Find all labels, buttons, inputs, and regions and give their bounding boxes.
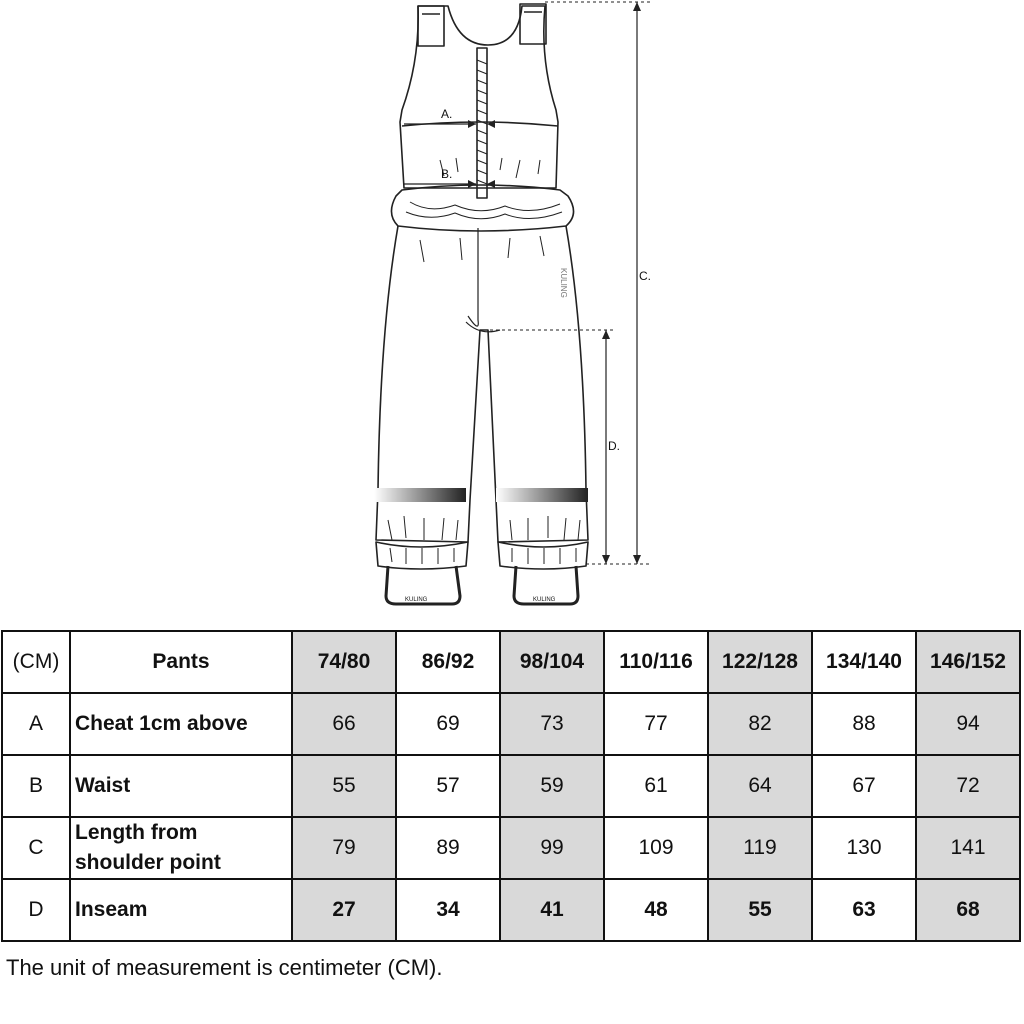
- value-cell: 27: [292, 879, 396, 941]
- value-cell: 82: [708, 693, 812, 755]
- table-row: [2, 755, 1020, 817]
- row-key: C: [2, 817, 70, 879]
- unit-label: (CM): [2, 631, 70, 693]
- size-header: 110/116: [604, 631, 708, 693]
- label-c: C.: [639, 269, 651, 283]
- row-name: Cheat 1cm above: [70, 693, 292, 755]
- value-cell: 69: [396, 693, 500, 755]
- row-key: B: [2, 755, 70, 817]
- value-cell: 109: [604, 817, 708, 879]
- brand-text: KULING: [559, 268, 568, 298]
- table-row: [2, 817, 1020, 879]
- row-key: D: [2, 879, 70, 941]
- name-header: Pants: [70, 631, 292, 693]
- row-key: A: [2, 693, 70, 755]
- value-cell: 66: [292, 693, 396, 755]
- value-cell: 63: [812, 879, 916, 941]
- right-reflector: [496, 488, 588, 502]
- value-cell: 34: [396, 879, 500, 941]
- value-cell: 77: [604, 693, 708, 755]
- value-cell: 67: [812, 755, 916, 817]
- row-name: Length from shoulder point: [70, 817, 292, 879]
- value-cell: 55: [292, 755, 396, 817]
- value-cell: 94: [916, 693, 1020, 755]
- value-cell: 57: [396, 755, 500, 817]
- value-cell: 41: [500, 879, 604, 941]
- value-cell: 68: [916, 879, 1020, 941]
- row-name: Inseam: [70, 879, 292, 941]
- size-header: 74/80: [292, 631, 396, 693]
- size-chart-table: [1, 630, 1021, 942]
- value-cell: 55: [708, 879, 812, 941]
- value-cell: 73: [500, 693, 604, 755]
- value-cell: 72: [916, 755, 1020, 817]
- size-header: 98/104: [500, 631, 604, 693]
- value-cell: 79: [292, 817, 396, 879]
- value-cell: 59: [500, 755, 604, 817]
- footnote: The unit of measurement is centimeter (CM).: [6, 955, 443, 980]
- row-name: Waist: [70, 755, 292, 817]
- size-header: 146/152: [916, 631, 1020, 693]
- value-cell: 130: [812, 817, 916, 879]
- size-header: 134/140: [812, 631, 916, 693]
- size-header: 122/128: [708, 631, 812, 693]
- value-cell: 88: [812, 693, 916, 755]
- left-reflector: [374, 488, 466, 502]
- value-cell: 141: [916, 817, 1020, 879]
- value-cell: 119: [708, 817, 812, 879]
- value-cell: 61: [604, 755, 708, 817]
- table-header-row: [2, 631, 1020, 693]
- value-cell: 48: [604, 879, 708, 941]
- table-row: [2, 879, 1020, 941]
- value-cell: 89: [396, 817, 500, 879]
- value-cell: 99: [500, 817, 604, 879]
- left-strap-brand: KULING: [405, 597, 428, 603]
- label-b: B.: [441, 167, 453, 181]
- label-a: A.: [441, 107, 453, 121]
- value-cell: 64: [708, 755, 812, 817]
- table-row: [2, 693, 1020, 755]
- right-strap: [520, 4, 546, 44]
- label-d: D.: [608, 439, 620, 453]
- left-strap: [418, 6, 444, 46]
- size-header: 86/92: [396, 631, 500, 693]
- right-strap-brand: KULING: [533, 597, 556, 603]
